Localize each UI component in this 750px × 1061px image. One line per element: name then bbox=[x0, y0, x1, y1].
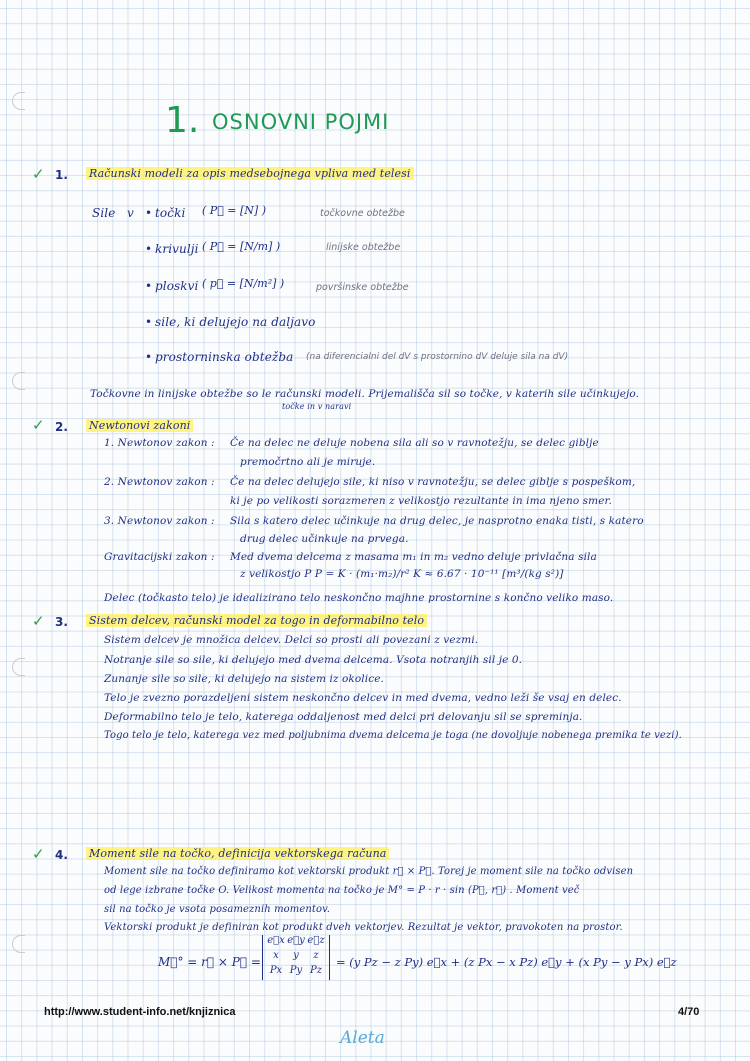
bullet-tocki: • bbox=[145, 206, 153, 220]
matrix-cell: e⃗z bbox=[307, 935, 325, 946]
item-daljava: sile, ki delujejo na daljavo bbox=[155, 315, 316, 329]
gravity-line-2: z velikostjo P P = K · (m₁·m₂)/r² K ≈ 6.67 · 10⁻¹¹ [m³/(kg s²)] bbox=[240, 568, 564, 580]
binder-hole bbox=[12, 935, 25, 953]
formula-krivulji: ( P⃗ = [N/m] ) bbox=[202, 240, 281, 253]
bullet-daljava: • bbox=[145, 315, 153, 329]
note-ploskvi: površinske obtežbe bbox=[316, 282, 409, 293]
matrix-cell: y bbox=[293, 950, 299, 961]
section-3-line-3: Zunanje sile so sile, ki delujejo na sistem iz okolice. bbox=[104, 673, 384, 685]
item-ploskvi: ploskvi bbox=[155, 279, 199, 293]
bullet-prostorninska: • bbox=[145, 350, 153, 364]
item-prostorninska: prostorninska obtežba bbox=[155, 350, 294, 364]
law-2-label: 2. Newtonov zakon : bbox=[104, 476, 215, 488]
note-prostorninska: (na diferencialni del dV s prostornino dV deluje sila na dV) bbox=[306, 352, 569, 362]
gravity-label: Gravitacijski zakon : bbox=[104, 551, 215, 563]
section-1-number: 1. bbox=[55, 168, 68, 182]
check-mark-icon: ✓ bbox=[32, 416, 45, 434]
check-mark-icon: ✓ bbox=[32, 165, 45, 183]
section-3-heading: Sistem delcev, računski model za togo in deformabilno telo bbox=[86, 614, 427, 627]
section-1-heading: Računski modeli za opis medsebojnega vpliva med telesi bbox=[86, 167, 414, 180]
sile-v: v bbox=[127, 206, 134, 220]
footer-link[interactable]: http://www.student-info.net/knjiznica bbox=[44, 1006, 236, 1018]
law-1-label: 1. Newtonov zakon : bbox=[104, 437, 215, 449]
section-4-line-4: Vektorski produkt je definiran kot produkt dveh vektorjev. Rezultat je vektor, pravokoten na prostor. bbox=[104, 922, 623, 933]
law-3-label: 3. Newtonov zakon : bbox=[104, 515, 215, 527]
binder-hole bbox=[12, 372, 25, 390]
section-3-line-1: Sistem delcev je množica delcev. Delci so prosti ali povezani z vezmi. bbox=[104, 634, 479, 646]
section-3-line-6: Togo telo je telo, katerega vez med poljubnima dvema delcema je toga (ne dovoljuje nobenega premika te vezi). bbox=[104, 730, 682, 741]
bullet-ploskvi: • bbox=[145, 279, 153, 293]
law-2-line-2: ki je po velikosti sorazmeren z velikostjo rezultante in ima njeno smer. bbox=[230, 495, 612, 507]
item-tocki: točki bbox=[155, 206, 186, 220]
section-2-heading: Newtonovi zakoni bbox=[86, 419, 193, 432]
law-2-line-1: Če na delec delujejo sile, ki niso v ravnotežju, se delec giblje s pospeškom, bbox=[230, 476, 636, 488]
matrix-cell: Px bbox=[269, 965, 283, 976]
binder-hole bbox=[12, 658, 25, 676]
check-mark-icon: ✓ bbox=[32, 845, 45, 863]
matrix-cell: Pz bbox=[310, 965, 322, 976]
matrix-cell: x bbox=[273, 950, 279, 961]
section-4-line-2: od lege izbrane točke O. Velikost momenta na točko je M° = P · r · sin (P⃗, r⃗) . Moment več bbox=[104, 885, 580, 896]
law-3-line-1: Sila s katero delec učinkuje na drug delec, je nasprotno enaka tisti, s katero bbox=[230, 515, 644, 527]
section-2-number: 2. bbox=[55, 420, 68, 434]
aleta-logo: Aleta bbox=[340, 1028, 385, 1048]
matrix-cell: e⃗y bbox=[287, 935, 305, 946]
check-mark-icon: ✓ bbox=[32, 612, 45, 630]
section-4-line-1: Moment sile na točko definiramo kot vektorski produkt r⃗ × P⃗. Torej je moment sile na točko odvisen bbox=[104, 866, 634, 877]
item-krivulji: krivulji bbox=[155, 242, 199, 256]
note-tocki: točkovne obtežbe bbox=[320, 208, 405, 219]
section-1-summary-note: točke in v naravi bbox=[282, 402, 352, 411]
formula-ploskvi: ( p⃗ = [N/m²] ) bbox=[202, 277, 285, 290]
law-1-line-1: Če na delec ne deluje nobena sila ali so v ravnotežju, se delec giblje bbox=[230, 437, 599, 449]
bullet-krivulji: • bbox=[145, 242, 153, 256]
section-3-number: 3. bbox=[55, 615, 68, 629]
section-4-number: 4. bbox=[55, 848, 68, 862]
matrix-cell: e⃗x bbox=[267, 935, 285, 946]
title-number: 1. bbox=[165, 100, 200, 141]
section-4-heading: Moment sile na točko, definicija vektorskega računa bbox=[86, 847, 389, 860]
matrix-cell: z bbox=[313, 950, 319, 961]
determinant-matrix bbox=[262, 935, 330, 980]
page-number: 4/70 bbox=[678, 1006, 700, 1018]
section-3-line-2: Notranje sile so sile, ki delujejo med dvema delcema. Vsota notranjih sil je 0. bbox=[104, 654, 523, 666]
section-3-line-5: Deformabilno telo je telo, katerega oddaljenost med delci pri delovanju sil se spreminja. bbox=[104, 711, 583, 723]
matrix-cell: Py bbox=[289, 965, 303, 976]
moment-formula-lhs: M⃗° = r⃗ × P⃗ = bbox=[158, 955, 261, 969]
formula-tocki: ( P⃗ = [N] ) bbox=[202, 204, 266, 217]
moment-formula-rhs: = (y Pz − z Py) e⃗x + (z Px − x Pz) e⃗y + (x Py − y Px) e⃗z bbox=[336, 955, 677, 969]
sile-label: Sile bbox=[92, 206, 116, 220]
note-krivulji: linijske obtežbe bbox=[326, 242, 401, 253]
gravity-line-1: Med dvema delcema z masama m₁ in m₂ vedno deluje privlačna sila bbox=[230, 551, 597, 563]
section-1-summary: Točkovne in linijske obtežbe so le računski modeli. Prijemališča sil so točke, v katerih sile učinkujejo. bbox=[90, 388, 640, 400]
law-1-line-2: premočrtno ali je miruje. bbox=[240, 456, 376, 468]
page-title: OSNOVNI POJMI bbox=[212, 110, 390, 134]
delec-definition: Delec (točkasto telo) je idealizirano telo neskončno majhne prostornine s končno veliko maso. bbox=[104, 592, 614, 604]
law-3-line-2: drug delec učinkuje na prvega. bbox=[240, 533, 409, 545]
section-3-line-4: Telo je zvezno porazdeljeni sistem neskončno delcev in med dvema, vedno leži še vsaj en delec. bbox=[104, 692, 622, 704]
section-4-line-3: sil na točko je vsota posameznih momentov. bbox=[104, 904, 331, 915]
binder-hole bbox=[12, 92, 25, 110]
